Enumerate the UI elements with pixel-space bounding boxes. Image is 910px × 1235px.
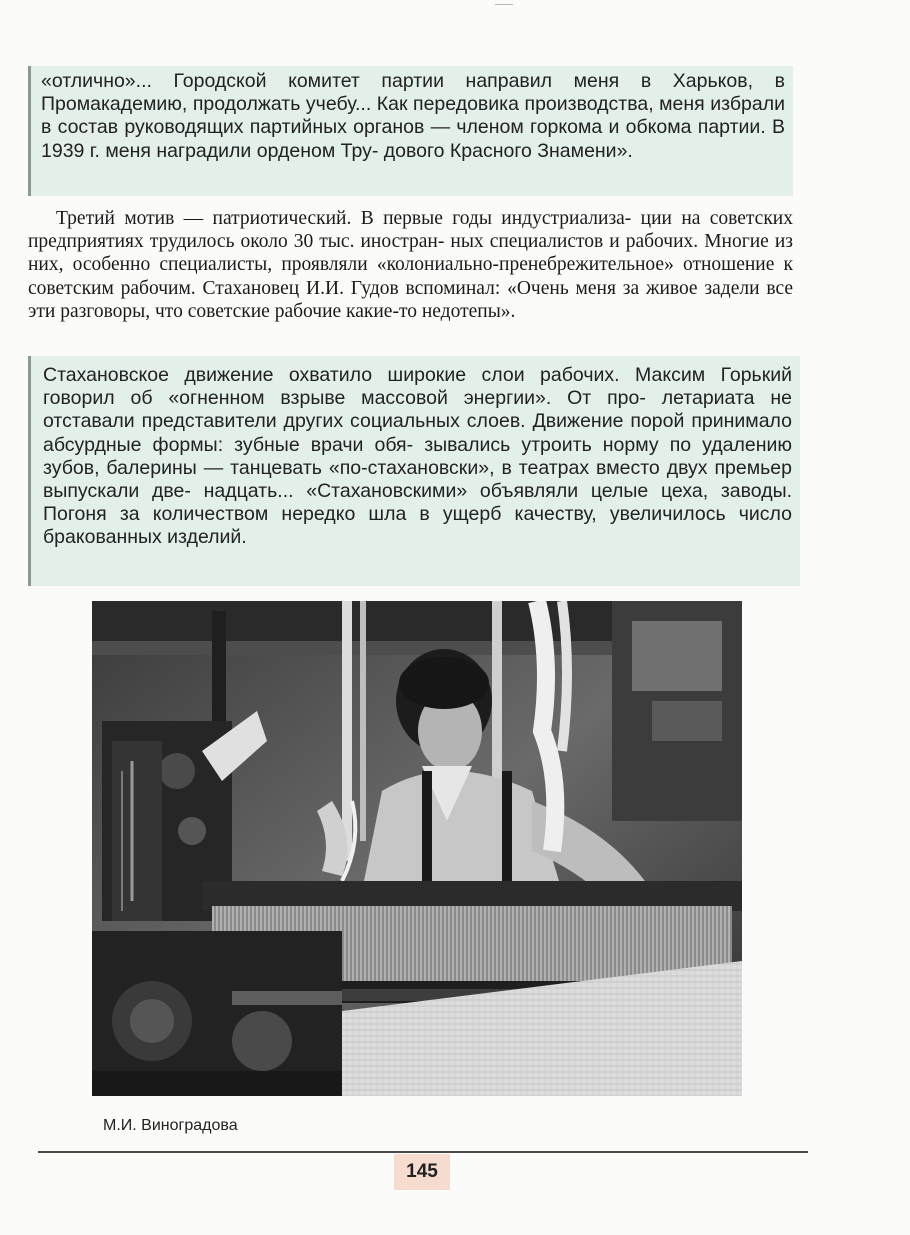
text-line: Промакадемию, продолжать учебу... Как передовика производства, [41,93,654,116]
text-line: зывались утроить норму по удалению зубов, балерины — танцевать [43,433,792,479]
text-line: горкома и обкома партии. В 1939 г. меня наградили орденом Тру- [41,116,786,162]
text-line: надцать... «Стахановскими» объявляли целые цеха, заводы. Погоня [43,480,793,526]
top-edge-mark [495,4,513,5]
text-line: «отлично»... Городской комитет партии направил меня в Харьков, в [41,70,785,92]
text-line: рабочим. Стахановец И.И. Гудов вспоминал: «Очень меня за живое [120,277,698,299]
text-line: Третий мотив — патриотический. В первые годы индустриализа- [56,208,632,229]
photo-weaver-at-loom [92,601,742,1096]
text-line: Горький говорил об «огненном взрыве массовой энергии». От про- [43,364,793,410]
text-line: ных специалистов и рабочих. Многие из них, особенно специалисты, [28,231,793,276]
text-line: задели все эти разговоры, что советские рабочие какие-то недотепы». [28,277,793,322]
photo-caption: М.И. Виноградова [103,1117,238,1134]
page-number: 145 [394,1154,450,1190]
text-line: Движение порой принимало абсурдные формы: зубные врачи обя- [43,410,792,456]
text-line: за количеством нередко шла в ущерб качеству, увеличилось число [119,503,792,526]
info-box-stakhanov-movement [28,356,800,586]
info-box-stakhanov-movement-text [43,364,792,550]
text-line: «по-стахановски», в театрах вместо двух премьер выпускали две- [43,456,792,503]
text-line: летариата не отставали представители других социальных слоев. [43,387,792,433]
text-line: ции на советских предприятиях трудилось около 30 тыс. иностран- [28,208,793,253]
photo-illustration [92,601,742,1096]
text-line: меня избрали в состав руководящих партийных органов — членом [41,93,785,139]
text-line: бракованных изделий. [43,526,247,549]
footer-rule [38,1151,808,1153]
text-line: проявляли «колониально-пренебрежительное» отношение к советским [28,254,793,299]
quote-box-memoir [28,66,793,196]
text-line: дового Красного Знамени». [383,139,633,162]
quote-box-memoir-text [41,70,785,163]
main-paragraph-patriotic-motive [28,207,793,323]
text-line: Стахановское движение охватило широкие слои рабочих. Максим [43,364,706,386]
